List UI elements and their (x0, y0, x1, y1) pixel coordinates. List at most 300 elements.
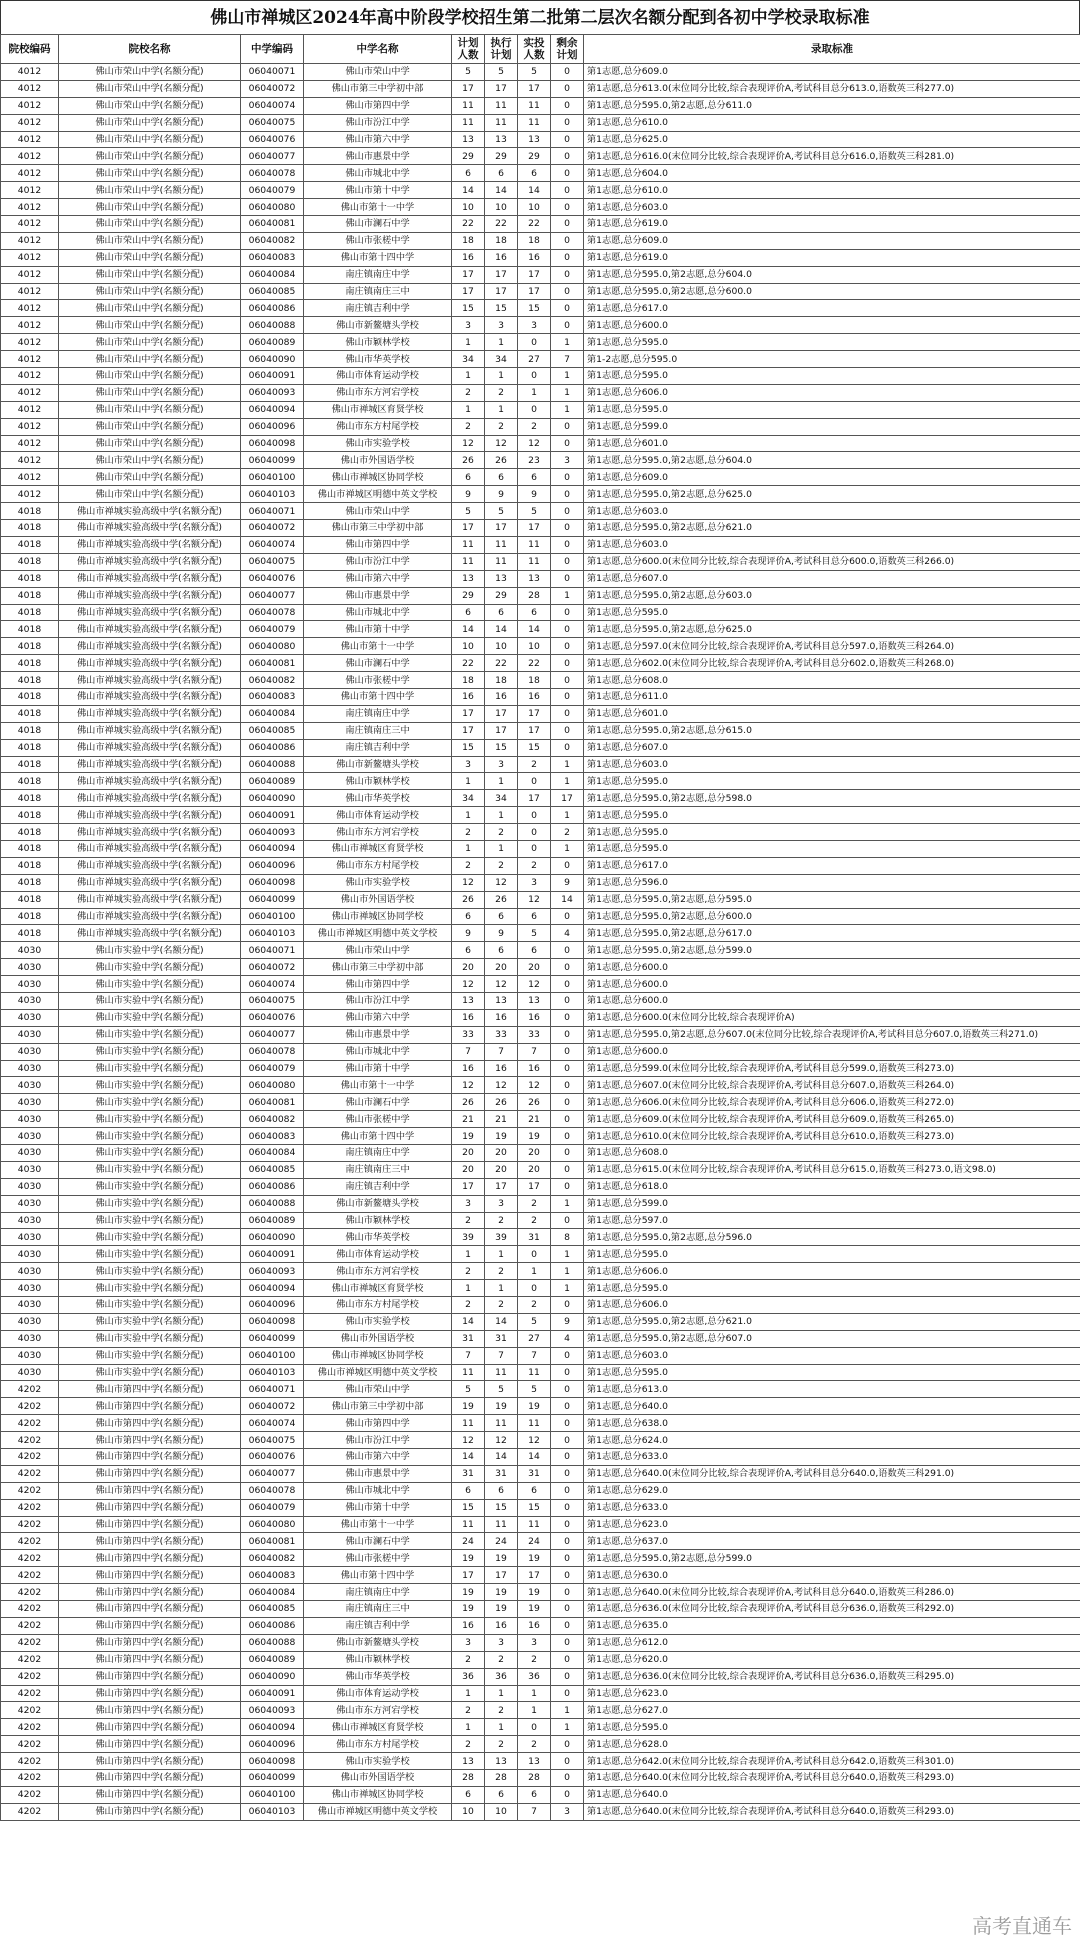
middle-school-code-cell: 06040075 (241, 992, 304, 1009)
middle-school-name-cell: 佛山市第三中学初中部 (304, 1398, 452, 1415)
school-code-cell: 4202 (1, 1533, 59, 1550)
middle-school-name-cell: 佛山市第四中学 (304, 1415, 452, 1432)
actual-applicants-cell: 28 (518, 587, 551, 604)
plan-count-cell: 16 (452, 249, 485, 266)
school-name-cell: 佛山市禅城实验高级中学(名额分配) (59, 705, 241, 722)
school-code-cell: 4202 (1, 1668, 59, 1685)
actual-applicants-cell: 19 (518, 1550, 551, 1567)
school-name-cell: 佛山市实验中学(名额分配) (59, 1297, 241, 1314)
table-row (1, 452, 1080, 469)
middle-school-code-cell: 06040072 (241, 1398, 304, 1415)
plan-count-cell: 17 (452, 1178, 485, 1195)
actual-applicants-cell: 13 (518, 131, 551, 148)
middle-school-code-cell: 06040078 (241, 604, 304, 621)
middle-school-code-cell: 06040071 (241, 942, 304, 959)
school-name-cell: 佛山市第四中学(名额分配) (59, 1432, 241, 1449)
remaining-plan-cell: 0 (551, 232, 584, 249)
middle-school-name-cell: 佛山市城北中学 (304, 1482, 452, 1499)
plan-count-cell: 14 (452, 1313, 485, 1330)
school-code-cell: 4018 (1, 840, 59, 857)
middle-school-code-cell: 06040071 (241, 503, 304, 520)
executed-plan-cell: 1 (485, 334, 518, 351)
remaining-plan-cell: 0 (551, 1347, 584, 1364)
school-name-cell: 佛山市禅城实验高级中学(名额分配) (59, 688, 241, 705)
table-row (1, 1229, 1080, 1246)
executed-plan-cell: 39 (485, 1229, 518, 1246)
school-name-cell: 佛山市实验中学(名额分配) (59, 1347, 241, 1364)
school-code-cell: 4202 (1, 1753, 59, 1770)
plan-count-cell: 16 (452, 1060, 485, 1077)
actual-applicants-cell: 17 (518, 705, 551, 722)
actual-applicants-cell: 17 (518, 790, 551, 807)
remaining-plan-cell: 0 (551, 1364, 584, 1381)
table-row (1, 553, 1080, 570)
remaining-plan-cell: 0 (551, 942, 584, 959)
middle-school-code-cell: 06040078 (241, 1482, 304, 1499)
middle-school-code-cell: 06040091 (241, 1246, 304, 1263)
table-row (1, 1297, 1080, 1314)
table-row (1, 925, 1080, 942)
remaining-plan-cell: 0 (551, 1533, 584, 1550)
plan-count-cell: 13 (452, 570, 485, 587)
executed-plan-cell: 9 (485, 925, 518, 942)
plan-count-cell: 39 (452, 1229, 485, 1246)
remaining-plan-cell: 0 (551, 199, 584, 216)
middle-school-code-cell: 06040089 (241, 773, 304, 790)
middle-school-name-cell: 佛山市禅城区协同学校 (304, 1786, 452, 1803)
middle-school-name-cell: 佛山市汾江中学 (304, 114, 452, 131)
middle-school-name-cell: 南庄镇吉利中学 (304, 1617, 452, 1634)
admission-standard-cell: 第1志愿,总分629.0 (584, 1482, 1080, 1499)
school-name-cell: 佛山市第四中学(名额分配) (59, 1533, 241, 1550)
school-code-cell: 4030 (1, 1280, 59, 1297)
school-code-cell: 4012 (1, 452, 59, 469)
executed-plan-cell: 13 (485, 131, 518, 148)
middle-school-code-cell: 06040076 (241, 131, 304, 148)
actual-applicants-cell: 0 (518, 773, 551, 790)
executed-plan-cell: 2 (485, 1651, 518, 1668)
school-code-cell: 4202 (1, 1398, 59, 1415)
school-code-cell: 4012 (1, 199, 59, 216)
executed-plan-cell: 12 (485, 1077, 518, 1094)
executed-plan-cell: 1 (485, 368, 518, 385)
school-name-cell: 佛山市禅城实验高级中学(名额分配) (59, 891, 241, 908)
admission-standard-cell: 第1志愿,总分625.0 (584, 131, 1080, 148)
remaining-plan-cell: 1 (551, 807, 584, 824)
executed-plan-cell: 17 (485, 705, 518, 722)
admission-standard-cell: 第1志愿,总分613.0 (584, 1381, 1080, 1398)
table-row (1, 1465, 1080, 1482)
middle-school-code-cell: 06040100 (241, 908, 304, 925)
admission-standard-cell: 第1志愿,总分633.0 (584, 1449, 1080, 1466)
actual-applicants-cell: 3 (518, 317, 551, 334)
remaining-plan-cell: 0 (551, 1009, 584, 1026)
table-row (1, 1094, 1080, 1111)
executed-plan-cell: 5 (485, 1381, 518, 1398)
table-row (1, 520, 1080, 537)
table-row (1, 1449, 1080, 1466)
middle-school-name-cell: 佛山市澜石中学 (304, 216, 452, 233)
plan-count-cell: 15 (452, 1499, 485, 1516)
executed-plan-cell: 17 (485, 1178, 518, 1195)
admission-standard-cell: 第1志愿,总分636.0(末位同分比较,综合表现评价A,考试科目总分636.0,语数英三科295.0) (584, 1668, 1080, 1685)
table-row (1, 131, 1080, 148)
actual-applicants-cell: 18 (518, 232, 551, 249)
school-name-cell: 佛山市禅城实验高级中学(名额分配) (59, 840, 241, 857)
school-name-cell: 佛山市实验中学(名额分配) (59, 1178, 241, 1195)
executed-plan-cell: 17 (485, 520, 518, 537)
school-name-cell: 佛山市禅城实验高级中学(名额分配) (59, 857, 241, 874)
school-code-cell: 4012 (1, 148, 59, 165)
school-name-cell: 佛山市实验中学(名额分配) (59, 1161, 241, 1178)
executed-plan-cell: 2 (485, 857, 518, 874)
school-code-cell: 4202 (1, 1702, 59, 1719)
plan-count-cell: 22 (452, 655, 485, 672)
table-row (1, 1668, 1080, 1685)
school-code-cell: 4030 (1, 1297, 59, 1314)
remaining-plan-cell: 0 (551, 655, 584, 672)
middle-school-code-cell: 06040088 (241, 1634, 304, 1651)
plan-count-cell: 2 (452, 1736, 485, 1753)
actual-applicants-cell: 0 (518, 401, 551, 418)
middle-school-code-cell: 06040096 (241, 418, 304, 435)
actual-applicants-cell: 16 (518, 249, 551, 266)
school-code-cell: 4202 (1, 1736, 59, 1753)
plan-count-cell: 11 (452, 1516, 485, 1533)
middle-school-name-cell: 佛山市第十中学 (304, 182, 452, 199)
remaining-plan-cell: 0 (551, 1161, 584, 1178)
plan-count-cell: 10 (452, 199, 485, 216)
school-name-cell: 佛山市第四中学(名额分配) (59, 1651, 241, 1668)
middle-school-name-cell: 南庄镇南庄三中 (304, 1161, 452, 1178)
executed-plan-cell: 19 (485, 1601, 518, 1618)
middle-school-name-cell: 佛山市澜石中学 (304, 1533, 452, 1550)
admission-standard-cell: 第1志愿,总分615.0(末位同分比较,综合表现评价A,考试科目总分615.0,语数英三科273.0,语文98.0) (584, 1161, 1080, 1178)
plan-count-cell: 34 (452, 790, 485, 807)
actual-applicants-cell: 1 (518, 1263, 551, 1280)
executed-plan-cell: 29 (485, 587, 518, 604)
school-code-cell: 4018 (1, 739, 59, 756)
middle-school-name-cell: 佛山市外国语学校 (304, 891, 452, 908)
remaining-plan-cell: 0 (551, 1516, 584, 1533)
school-name-cell: 佛山市实验中学(名额分配) (59, 1026, 241, 1043)
table-row (1, 1601, 1080, 1618)
middle-school-name-cell: 佛山市第十四中学 (304, 1128, 452, 1145)
plan-count-cell: 2 (452, 384, 485, 401)
middle-school-code-cell: 06040071 (241, 1381, 304, 1398)
middle-school-code-cell: 06040089 (241, 1651, 304, 1668)
remaining-plan-cell: 0 (551, 908, 584, 925)
actual-applicants-cell: 11 (518, 97, 551, 114)
executed-plan-cell: 11 (485, 1364, 518, 1381)
executed-plan-cell: 22 (485, 655, 518, 672)
middle-school-code-cell: 06040072 (241, 80, 304, 97)
school-name-cell: 佛山市第四中学(名额分配) (59, 1601, 241, 1618)
table-row (1, 1111, 1080, 1128)
remaining-plan-cell: 0 (551, 1432, 584, 1449)
school-name-cell: 佛山市荣山中学(名额分配) (59, 452, 241, 469)
school-name-cell: 佛山市荣山中学(名额分配) (59, 469, 241, 486)
actual-applicants-cell: 20 (518, 959, 551, 976)
remaining-plan-cell: 0 (551, 300, 584, 317)
admission-standard-cell: 第1志愿,总分633.0 (584, 1499, 1080, 1516)
header-admission-standard: 录取标准 (584, 35, 1080, 64)
admission-standard-cell: 第1志愿,总分606.0(末位同分比较,综合表现评价A,考试科目总分606.0,语数英三科272.0) (584, 1094, 1080, 1111)
remaining-plan-cell: 0 (551, 1043, 584, 1060)
actual-applicants-cell: 31 (518, 1465, 551, 1482)
plan-count-cell: 17 (452, 80, 485, 97)
school-code-cell: 4018 (1, 655, 59, 672)
middle-school-code-cell: 06040083 (241, 1128, 304, 1145)
middle-school-code-cell: 06040103 (241, 486, 304, 503)
school-name-cell: 佛山市第四中学(名额分配) (59, 1634, 241, 1651)
admission-table (0, 34, 1080, 1821)
middle-school-name-cell: 南庄镇吉利中学 (304, 739, 452, 756)
middle-school-name-cell: 佛山市东方河宕学校 (304, 1263, 452, 1280)
middle-school-name-cell: 南庄镇南庄中学 (304, 266, 452, 283)
school-code-cell: 4012 (1, 334, 59, 351)
middle-school-name-cell: 佛山市汾江中学 (304, 992, 452, 1009)
middle-school-name-cell: 佛山市汾江中学 (304, 1432, 452, 1449)
middle-school-name-cell: 佛山市禅城区明德中英文学校 (304, 486, 452, 503)
plan-count-cell: 1 (452, 1280, 485, 1297)
plan-count-cell: 2 (452, 824, 485, 841)
middle-school-code-cell: 06040096 (241, 857, 304, 874)
table-row (1, 604, 1080, 621)
actual-applicants-cell: 13 (518, 992, 551, 1009)
middle-school-name-cell: 佛山市体育运动学校 (304, 1685, 452, 1702)
school-name-cell: 佛山市禅城实验高级中学(名额分配) (59, 790, 241, 807)
table-row (1, 688, 1080, 705)
middle-school-name-cell: 佛山市惠景中学 (304, 148, 452, 165)
middle-school-code-cell: 06040084 (241, 1584, 304, 1601)
plan-count-cell: 1 (452, 334, 485, 351)
plan-count-cell: 9 (452, 925, 485, 942)
plan-count-cell: 19 (452, 1584, 485, 1601)
school-name-cell: 佛山市实验中学(名额分配) (59, 942, 241, 959)
plan-count-cell: 20 (452, 1161, 485, 1178)
remaining-plan-cell: 17 (551, 790, 584, 807)
executed-plan-cell: 17 (485, 283, 518, 300)
remaining-plan-cell: 0 (551, 1297, 584, 1314)
admission-standard-cell: 第1志愿,总分595.0,第2志愿,总分599.0 (584, 1550, 1080, 1567)
middle-school-code-cell: 06040085 (241, 1601, 304, 1618)
table-row (1, 1482, 1080, 1499)
actual-applicants-cell: 12 (518, 1077, 551, 1094)
school-name-cell: 佛山市实验中学(名额分配) (59, 1195, 241, 1212)
middle-school-name-cell: 佛山市外国语学校 (304, 1769, 452, 1786)
middle-school-code-cell: 06040099 (241, 1330, 304, 1347)
actual-applicants-cell: 5 (518, 925, 551, 942)
middle-school-code-cell: 06040099 (241, 891, 304, 908)
admission-standard-cell: 第1志愿,总分595.0,第2志愿,总分621.0 (584, 520, 1080, 537)
executed-plan-cell: 6 (485, 942, 518, 959)
remaining-plan-cell: 1 (551, 368, 584, 385)
middle-school-name-cell: 佛山市颖林学校 (304, 1212, 452, 1229)
actual-applicants-cell: 2 (518, 1212, 551, 1229)
admission-standard-cell: 第1志愿,总分595.0 (584, 824, 1080, 841)
school-code-cell: 4012 (1, 384, 59, 401)
admission-standard-cell: 第1志愿,总分603.0 (584, 756, 1080, 773)
plan-count-cell: 1 (452, 401, 485, 418)
table-row (1, 1060, 1080, 1077)
middle-school-name-cell: 佛山市东方村尾学校 (304, 1736, 452, 1753)
school-name-cell: 佛山市禅城实验高级中学(名额分配) (59, 925, 241, 942)
school-code-cell: 4012 (1, 283, 59, 300)
plan-count-cell: 1 (452, 807, 485, 824)
remaining-plan-cell: 0 (551, 1769, 584, 1786)
plan-count-cell: 3 (452, 756, 485, 773)
remaining-plan-cell: 0 (551, 64, 584, 81)
middle-school-name-cell: 佛山市荣山中学 (304, 64, 452, 81)
middle-school-name-cell: 佛山市实验学校 (304, 1753, 452, 1770)
executed-plan-cell: 6 (485, 1786, 518, 1803)
admission-standard-cell: 第1志愿,总分619.0 (584, 216, 1080, 233)
school-code-cell: 4030 (1, 1178, 59, 1195)
middle-school-name-cell: 佛山市第三中学初中部 (304, 520, 452, 537)
actual-applicants-cell: 2 (518, 1736, 551, 1753)
executed-plan-cell: 2 (485, 824, 518, 841)
table-row (1, 1786, 1080, 1803)
middle-school-name-cell: 南庄镇南庄中学 (304, 705, 452, 722)
middle-school-code-cell: 06040093 (241, 1263, 304, 1280)
school-code-cell: 4018 (1, 621, 59, 638)
admission-standard-cell: 第1志愿,总分601.0 (584, 435, 1080, 452)
table-row (1, 891, 1080, 908)
middle-school-code-cell: 06040075 (241, 114, 304, 131)
school-name-cell: 佛山市禅城实验高级中学(名额分配) (59, 638, 241, 655)
admission-standard-cell: 第1志愿,总分595.0,第2志愿,总分625.0 (584, 486, 1080, 503)
middle-school-name-cell: 佛山市禅城区协同学校 (304, 469, 452, 486)
school-code-cell: 4202 (1, 1415, 59, 1432)
middle-school-code-cell: 06040098 (241, 1753, 304, 1770)
middle-school-name-cell: 佛山市东方河宕学校 (304, 1702, 452, 1719)
plan-count-cell: 15 (452, 739, 485, 756)
table-row (1, 1651, 1080, 1668)
actual-applicants-cell: 11 (518, 114, 551, 131)
middle-school-name-cell: 佛山市惠景中学 (304, 1026, 452, 1043)
plan-count-cell: 1 (452, 1719, 485, 1736)
actual-applicants-cell: 16 (518, 1009, 551, 1026)
middle-school-code-cell: 06040090 (241, 351, 304, 368)
table-row (1, 1753, 1080, 1770)
middle-school-name-cell: 佛山市惠景中学 (304, 1465, 452, 1482)
executed-plan-cell: 12 (485, 1432, 518, 1449)
plan-count-cell: 6 (452, 165, 485, 182)
school-name-cell: 佛山市禅城实验高级中学(名额分配) (59, 824, 241, 841)
admission-standard-cell: 第1志愿,总分603.0 (584, 199, 1080, 216)
middle-school-code-cell: 06040090 (241, 1229, 304, 1246)
table-row (1, 908, 1080, 925)
remaining-plan-cell: 0 (551, 604, 584, 621)
middle-school-code-cell: 06040094 (241, 401, 304, 418)
actual-applicants-cell: 5 (518, 64, 551, 81)
school-name-cell: 佛山市荣山中学(名额分配) (59, 131, 241, 148)
remaining-plan-cell: 1 (551, 401, 584, 418)
plan-count-cell: 16 (452, 1009, 485, 1026)
admission-standard-cell: 第1志愿,总分607.0 (584, 739, 1080, 756)
actual-applicants-cell: 2 (518, 418, 551, 435)
actual-applicants-cell: 1 (518, 1685, 551, 1702)
remaining-plan-cell: 0 (551, 486, 584, 503)
table-row (1, 1516, 1080, 1533)
school-code-cell: 4030 (1, 942, 59, 959)
table-row (1, 1043, 1080, 1060)
admission-standard-cell: 第1志愿,总分640.0 (584, 1786, 1080, 1803)
middle-school-name-cell: 佛山市禅城区协同学校 (304, 1347, 452, 1364)
actual-applicants-cell: 17 (518, 1178, 551, 1195)
actual-applicants-cell: 7 (518, 1347, 551, 1364)
middle-school-code-cell: 06040100 (241, 1347, 304, 1364)
admission-standard-cell: 第1志愿,总分595.0 (584, 368, 1080, 385)
table-row (1, 1313, 1080, 1330)
middle-school-code-cell: 06040074 (241, 976, 304, 993)
actual-applicants-cell: 22 (518, 216, 551, 233)
table-row (1, 1719, 1080, 1736)
actual-applicants-cell: 0 (518, 824, 551, 841)
table-row (1, 300, 1080, 317)
table-row (1, 368, 1080, 385)
middle-school-name-cell: 佛山市新鳌塘头学校 (304, 317, 452, 334)
admission-standard-cell: 第1志愿,总分606.0 (584, 384, 1080, 401)
header-middle-school-name: 中学名称 (304, 35, 452, 64)
actual-applicants-cell: 33 (518, 1026, 551, 1043)
executed-plan-cell: 16 (485, 1009, 518, 1026)
school-name-cell: 佛山市荣山中学(名额分配) (59, 216, 241, 233)
middle-school-name-cell: 佛山市城北中学 (304, 1043, 452, 1060)
admission-standard-cell: 第1志愿,总分595.0 (584, 840, 1080, 857)
table-row (1, 1550, 1080, 1567)
middle-school-code-cell: 06040093 (241, 1702, 304, 1719)
school-name-cell: 佛山市禅城实验高级中学(名额分配) (59, 773, 241, 790)
school-code-cell: 4202 (1, 1769, 59, 1786)
school-name-cell: 佛山市实验中学(名额分配) (59, 1009, 241, 1026)
table-row (1, 874, 1080, 891)
actual-applicants-cell: 26 (518, 1094, 551, 1111)
actual-applicants-cell: 3 (518, 874, 551, 891)
actual-applicants-cell: 18 (518, 672, 551, 689)
table-row (1, 638, 1080, 655)
school-code-cell: 4202 (1, 1449, 59, 1466)
table-row (1, 1195, 1080, 1212)
admission-standard-cell: 第1志愿,总分610.0 (584, 182, 1080, 199)
plan-count-cell: 6 (452, 1482, 485, 1499)
middle-school-code-cell: 06040085 (241, 283, 304, 300)
school-name-cell: 佛山市禅城实验高级中学(名额分配) (59, 503, 241, 520)
admission-standard-cell: 第1志愿,总分611.0 (584, 688, 1080, 705)
middle-school-code-cell: 06040072 (241, 520, 304, 537)
executed-plan-cell: 16 (485, 688, 518, 705)
admission-standard-cell: 第1志愿,总分640.0(末位同分比较,综合表现评价A,考试科目总分640.0,语数英三科293.0) (584, 1769, 1080, 1786)
school-code-cell: 4018 (1, 857, 59, 874)
admission-standard-cell: 第1志愿,总分608.0 (584, 1145, 1080, 1162)
table-row (1, 216, 1080, 233)
middle-school-name-cell: 佛山市实验学校 (304, 874, 452, 891)
middle-school-code-cell: 06040071 (241, 64, 304, 81)
actual-applicants-cell: 0 (518, 1280, 551, 1297)
remaining-plan-cell: 1 (551, 1280, 584, 1297)
plan-count-cell: 33 (452, 1026, 485, 1043)
school-name-cell: 佛山市禅城实验高级中学(名额分配) (59, 570, 241, 587)
executed-plan-cell: 2 (485, 418, 518, 435)
school-code-cell: 4018 (1, 503, 59, 520)
middle-school-code-cell: 06040074 (241, 536, 304, 553)
plan-count-cell: 2 (452, 857, 485, 874)
remaining-plan-cell: 0 (551, 705, 584, 722)
middle-school-name-cell: 南庄镇南庄三中 (304, 722, 452, 739)
table-row (1, 1128, 1080, 1145)
plan-count-cell: 2 (452, 418, 485, 435)
